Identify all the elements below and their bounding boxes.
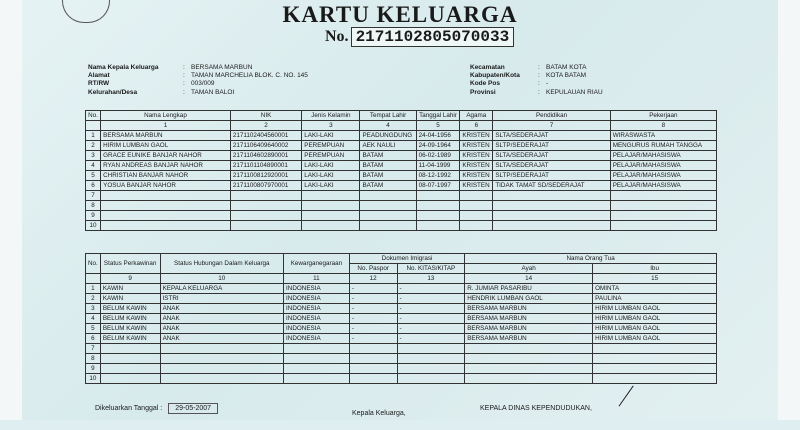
table-cell	[349, 344, 397, 354]
table-cell: SLTA/SEDERAJAT	[493, 161, 610, 171]
table-row	[86, 141, 717, 151]
table-cell: BERSAMA MARBUN	[465, 314, 593, 324]
table-cell: KRISTEN	[460, 151, 493, 161]
table-cell: BATAM	[360, 171, 416, 181]
table-cell	[416, 191, 460, 201]
table-cell: 2171104602890001	[230, 151, 301, 161]
header-field-label: Kode Pos	[470, 80, 500, 88]
table-row	[86, 354, 717, 364]
table-cell	[465, 374, 593, 384]
column-header: Tempat Lahir	[360, 111, 416, 121]
table-cell	[230, 191, 301, 201]
table-cell	[101, 211, 231, 221]
table-cell: HIRIM LUMBAN GAOL	[593, 334, 717, 344]
table-cell: -	[349, 324, 397, 334]
header-field-colon: :	[538, 88, 540, 96]
document-title: KARTU KELUARGA	[282, 2, 518, 27]
table-cell: SLTP/SEDERAJAT	[493, 141, 610, 151]
table-cell	[416, 221, 460, 231]
header-right-info	[470, 64, 603, 97]
table-cell: ANAK	[160, 304, 283, 314]
table-row	[86, 211, 717, 221]
table-row	[86, 334, 717, 344]
paper-edge-right	[778, 0, 800, 420]
table-cell: 8	[86, 201, 101, 211]
header-field-value: KEPULAUAN RIAU	[546, 88, 603, 96]
header-field	[470, 72, 603, 80]
table-cell: KRISTEN	[460, 181, 493, 191]
table-cell	[460, 211, 493, 221]
table-cell: INDONESIA	[284, 294, 350, 304]
column-index: 7	[493, 121, 610, 131]
header-left-info	[88, 64, 308, 97]
table-cell: BELUM KAWIN	[100, 334, 160, 344]
table-cell: HIRIM LUMBAN GAOL	[593, 304, 717, 314]
table-cell: 7	[86, 191, 101, 201]
table-cell	[230, 201, 301, 211]
table-cell: HIRIM LUMBAN GAOL	[101, 141, 231, 151]
table-cell: 2	[86, 294, 101, 304]
column-index: 13	[397, 274, 465, 284]
table-row	[86, 284, 717, 294]
table-cell: KRISTEN	[460, 171, 493, 181]
table-cell	[360, 221, 416, 231]
column-header: No.	[86, 111, 101, 121]
table-cell	[416, 201, 460, 211]
family-status-table	[85, 253, 717, 384]
table-cell: PELAJAR/MAHASISWA	[610, 161, 716, 171]
table-cell: GRACE EUNIKE BANJAR NAHOR	[101, 151, 231, 161]
table-cell: KAWIN	[100, 294, 160, 304]
table-cell	[493, 211, 610, 221]
table-row	[86, 364, 717, 374]
table-cell: 11-04-1999	[416, 161, 460, 171]
table-cell: INDONESIA	[284, 304, 350, 314]
table-cell: BELUM KAWIN	[100, 304, 160, 314]
kepala-keluarga-label: Kepala Keluarga,	[352, 410, 406, 417]
header-field-colon: :	[538, 80, 540, 88]
column-index: 3	[302, 121, 360, 131]
header-field	[88, 64, 308, 72]
table-cell	[349, 354, 397, 364]
table-cell: 10	[86, 221, 101, 231]
table-cell: KAWIN	[100, 284, 160, 294]
table-cell: 2171101104890001	[230, 161, 301, 171]
table-cell: SLTP/SEDERAJAT	[493, 171, 610, 181]
table-cell	[100, 364, 160, 374]
table-cell	[460, 201, 493, 211]
table-cell: BERSAMA MARBUN	[465, 324, 593, 334]
table-cell	[100, 344, 160, 354]
header-field-value: 003/009	[191, 80, 215, 88]
table-cell	[593, 354, 717, 364]
table-cell	[101, 191, 231, 201]
table-cell: INDONESIA	[284, 314, 350, 324]
table-cell: PEADUNGDUNG	[360, 131, 416, 141]
table-cell: PELAJAR/MAHASISWA	[610, 181, 716, 191]
header-field	[470, 80, 603, 88]
table-cell: 2171100807970001	[230, 181, 301, 191]
header-field-label: Kecamatan	[470, 64, 505, 71]
table-cell: 9	[86, 364, 101, 374]
table-cell	[160, 374, 283, 384]
column-index: 12	[349, 274, 397, 284]
header-field-label: Alamat	[88, 72, 110, 80]
header-field-label: Kelurahan/Desa	[88, 88, 138, 96]
table-cell	[465, 354, 593, 364]
table-cell	[284, 374, 350, 384]
column-header: Tanggal Lahir	[416, 111, 460, 121]
table-cell	[416, 211, 460, 221]
column-index-row	[86, 121, 717, 131]
table-cell	[302, 201, 360, 211]
header-field-colon: :	[538, 72, 540, 80]
column-index: 14	[465, 274, 593, 284]
header-field-label: Kabupaten/Kota	[470, 72, 520, 80]
table-cell: PELAJAR/MAHASISWA	[610, 151, 716, 161]
table-cell: 5	[86, 324, 101, 334]
table-cell: -	[349, 284, 397, 294]
table-cell: -	[349, 294, 397, 304]
table-cell: -	[349, 304, 397, 314]
col-hubungan: Status Hubungan Dalam Keluarga	[160, 254, 283, 274]
table-cell	[397, 364, 465, 374]
table-cell: 6	[86, 334, 101, 344]
table-cell: 06-02-1989	[416, 151, 460, 161]
table-cell: -	[349, 314, 397, 324]
kepala-dinas-label: KEPALA DINAS KEPENDUDUKAN,	[480, 405, 592, 412]
column-header: NIK	[230, 111, 301, 121]
table-cell: R. JUMIAR PASARIBU	[465, 284, 593, 294]
table-cell: KRISTEN	[460, 131, 493, 141]
header-field-label: RT/RW	[88, 80, 110, 88]
header-field-value: BATAM KOTA	[546, 64, 587, 71]
family-card-number	[325, 28, 514, 46]
table-cell: 10	[86, 374, 101, 384]
table-cell: -	[397, 314, 465, 324]
table-cell: SLTA/SEDERAJAT	[493, 151, 610, 161]
table-cell: 5	[86, 171, 101, 181]
table-cell: 3	[86, 151, 101, 161]
table-cell: 2171100812920001	[230, 171, 301, 181]
table-row	[86, 324, 717, 334]
table-cell: 1	[86, 284, 101, 294]
table-cell: -	[349, 334, 397, 344]
table-cell	[349, 374, 397, 384]
col-status-perkawinan: Status Perkawinan	[100, 254, 160, 274]
header-field-value: BERSAMA MARBUN	[191, 64, 253, 71]
family-members-table	[85, 110, 717, 231]
table-row	[86, 151, 717, 161]
header-field-value: -	[546, 80, 549, 88]
table-cell: HENDRIK LUMBAN GAOL	[465, 294, 593, 304]
header-field-colon: :	[183, 80, 185, 88]
table-cell	[100, 354, 160, 364]
col-dokumen-imigrasi: Dokumen Imigrasi	[349, 254, 464, 264]
table-cell: LAKI-LAKI	[302, 161, 360, 171]
table-cell	[230, 221, 301, 231]
table-cell: BELUM KAWIN	[100, 324, 160, 334]
table-cell	[284, 344, 350, 354]
table-cell: INDONESIA	[284, 334, 350, 344]
header-field-label: Provinsi	[470, 88, 496, 96]
table-cell: ANAK	[160, 324, 283, 334]
table-cell: MENGURUS RUMAH TANGGA	[610, 141, 716, 151]
table-cell	[593, 374, 717, 384]
table-cell	[302, 211, 360, 221]
column-index: 8	[610, 121, 716, 131]
header-field-colon: :	[538, 64, 540, 71]
table-cell: ISTRI	[160, 294, 283, 304]
header-field-colon: :	[183, 64, 185, 71]
column-index: 1	[101, 121, 231, 131]
table-cell: PAULINA	[593, 294, 717, 304]
table-cell	[397, 344, 465, 354]
table-cell	[101, 221, 231, 231]
table-cell: -	[397, 324, 465, 334]
issued-label: Dikeluarkan Tanggal :	[95, 405, 163, 412]
table-cell: 4	[86, 314, 101, 324]
table-cell: INDONESIA	[284, 324, 350, 334]
table-cell: 2171102404560001	[230, 131, 301, 141]
issued-date: 29-05-2007	[168, 403, 218, 414]
table-cell: BERSAMA MARBUN	[465, 304, 593, 314]
column-index	[86, 121, 101, 131]
table-row	[86, 191, 717, 201]
table-cell: SLTA/SEDERAJAT	[493, 131, 610, 141]
column-index-row	[86, 274, 717, 284]
table-cell: 6	[86, 181, 101, 191]
col-ayah: Ayah	[465, 264, 593, 274]
header-field	[470, 89, 603, 97]
table-cell: OMINTA	[593, 284, 717, 294]
table-cell	[360, 191, 416, 201]
table-cell: TIDAK TAMAT SD/SEDERAJAT	[493, 181, 610, 191]
table-cell	[610, 221, 716, 231]
table-row	[86, 221, 717, 231]
column-header: Pekerjaan	[610, 111, 716, 121]
table-cell: PEREMPUAN	[302, 151, 360, 161]
table-cell	[349, 364, 397, 374]
table-cell: ANAK	[160, 334, 283, 344]
table-cell	[160, 354, 283, 364]
table-cell	[493, 201, 610, 211]
column-index: 11	[284, 274, 350, 284]
table-cell: INDONESIA	[284, 284, 350, 294]
table-cell: PEREMPUAN	[302, 141, 360, 151]
col-kewarganegaraan: Kewarganegaraan	[284, 254, 350, 274]
header-field	[88, 80, 308, 88]
table-cell: 24-09-1964	[416, 141, 460, 151]
column-index: 5	[416, 121, 460, 131]
table-cell: CHRISTIAN BANJAR NAHOR	[101, 171, 231, 181]
column-index: 9	[100, 274, 160, 284]
table-cell: -	[397, 304, 465, 314]
header-field-colon: :	[183, 88, 185, 96]
table-cell	[360, 201, 416, 211]
column-header: Pendidikan	[493, 111, 610, 121]
table-cell	[610, 201, 716, 211]
table-cell	[302, 221, 360, 231]
col-kitas: No. KITAS/KITAP	[397, 264, 465, 274]
table-cell	[465, 364, 593, 374]
table-cell	[493, 191, 610, 201]
header-field	[88, 72, 308, 80]
table-cell	[493, 221, 610, 231]
col-ibu: Ibu	[593, 264, 717, 274]
table-cell: KRISTEN	[460, 141, 493, 151]
table-cell	[593, 344, 717, 354]
table-cell	[360, 211, 416, 221]
table-cell	[284, 364, 350, 374]
table-cell: BERSAMA MARBUN	[101, 131, 231, 141]
col-paspor: No. Paspor	[349, 264, 397, 274]
table-cell	[610, 191, 716, 201]
table-cell	[465, 344, 593, 354]
header-field-label: Nama Kepala Keluarga	[88, 64, 159, 71]
table-row	[86, 181, 717, 191]
table-cell	[397, 354, 465, 364]
paper-edge-left	[0, 0, 22, 420]
table-cell: ANAK	[160, 314, 283, 324]
table-row	[86, 161, 717, 171]
table-cell	[593, 364, 717, 374]
table-cell: 2171106409640002	[230, 141, 301, 151]
column-index: 10	[160, 274, 283, 284]
table-cell: BATAM	[360, 151, 416, 161]
header-field-value: TAMAN BALOI	[191, 88, 235, 96]
table-row	[86, 314, 717, 324]
table-row	[86, 131, 717, 141]
table-cell: LAKI-LAKI	[302, 171, 360, 181]
table-cell: 3	[86, 304, 101, 314]
table-cell: 08-07-1997	[416, 181, 460, 191]
table-row	[86, 201, 717, 211]
table-row	[86, 374, 717, 384]
number-label: No.	[325, 28, 349, 45]
column-header: Jenis Kelamin	[302, 111, 360, 121]
table-cell: HIRIM LUMBAN GAOL	[593, 324, 717, 334]
table-cell	[284, 354, 350, 364]
table-cell: 8	[86, 354, 101, 364]
table-cell: 24-04-1956	[416, 131, 460, 141]
table-row	[86, 294, 717, 304]
table-cell: 9	[86, 211, 101, 221]
col-nama-orang-tua: Nama Orang Tua	[465, 254, 717, 264]
table-cell: -	[397, 334, 465, 344]
table-cell	[160, 344, 283, 354]
table-row	[86, 171, 717, 181]
table-cell: -	[397, 294, 465, 304]
table-cell: WIRASWASTA	[610, 131, 716, 141]
table-cell: 1	[86, 131, 101, 141]
table-cell	[610, 211, 716, 221]
column-index: 6	[460, 121, 493, 131]
table-cell	[460, 221, 493, 231]
table-cell: LAKI-LAKI	[302, 131, 360, 141]
table-cell: AEK NAULI	[360, 141, 416, 151]
table-cell: KEPALA KELUARGA	[160, 284, 283, 294]
table-cell: BERSAMA MARBUN	[465, 334, 593, 344]
column-header: Agama	[460, 111, 493, 121]
table-cell: -	[397, 284, 465, 294]
table-cell: KRISTEN	[460, 161, 493, 171]
table-cell: 2	[86, 141, 101, 151]
column-header: Nama Lengkap	[101, 111, 231, 121]
table-cell: LAKI-LAKI	[302, 181, 360, 191]
number-value: 2171102805070033	[351, 27, 515, 47]
table-cell	[101, 201, 231, 211]
table-cell: BATAM	[360, 161, 416, 171]
table-cell	[230, 211, 301, 221]
issued-date-row	[95, 405, 218, 412]
table-cell	[100, 374, 160, 384]
table-cell: RYAN ANDREAS BANJAR NAHOR	[101, 161, 231, 171]
header-field-colon: :	[183, 72, 185, 80]
column-index	[86, 274, 101, 284]
table-cell	[460, 191, 493, 201]
table-header-row	[86, 111, 717, 121]
table-cell	[302, 191, 360, 201]
header-field	[470, 64, 603, 72]
table-row	[86, 344, 717, 354]
column-index: 4	[360, 121, 416, 131]
column-index: 2	[230, 121, 301, 131]
table-cell: 4	[86, 161, 101, 171]
table-cell	[397, 374, 465, 384]
table-row	[86, 304, 717, 314]
table-cell: 7	[86, 344, 101, 354]
table-cell: 08-12-1992	[416, 171, 460, 181]
table-cell	[160, 364, 283, 374]
col-no: No.	[86, 254, 101, 274]
table-cell: BELUM KAWIN	[100, 314, 160, 324]
table-cell: YOSUA BANJAR NAHOR	[101, 181, 231, 191]
header-field-value: KOTA BATAM	[546, 72, 587, 80]
table-cell: HIRIM LUMBAN GAOL	[593, 314, 717, 324]
table-cell: BATAM	[360, 181, 416, 191]
header-field	[88, 89, 308, 97]
header-field-value: TAMAN MARCHELIA BLOK. C. NO. 145	[191, 72, 308, 80]
table-cell: PELAJAR/MAHASISWA	[610, 171, 716, 181]
column-index: 15	[593, 274, 717, 284]
